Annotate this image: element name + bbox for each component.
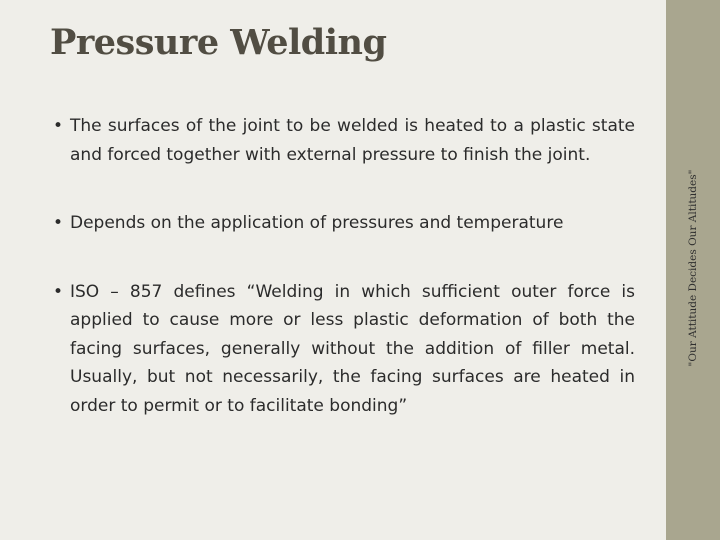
bullet-icon: •: [53, 281, 64, 302]
bullet-icon: •: [53, 116, 64, 136]
bullet-list: [50, 112, 635, 420]
slide-title: Pressure Welding: [50, 22, 387, 63]
bullet-item: [50, 278, 635, 421]
bullet-text: ISO – 857 defines “Welding in which sufficient outer force is applied to cause more or less plastic deformation of both the facing surfaces, generally without the addition of filler metal. Usually, but not necessarily, the facing surfaces are heated in order to permit or to facilitate bonding”: [70, 281, 635, 416]
sidebar-quote: "Our Attitude Decides Our Altitudes": [687, 169, 699, 367]
bullet-item: [50, 112, 635, 169]
bullet-text: Depends on the application of pressures and temperature: [70, 213, 564, 233]
bullet-text: The surfaces of the joint to be welded is heated to a plastic state and forced together with external pressure to finish the joint.: [70, 116, 635, 165]
bullet-icon: •: [53, 213, 64, 233]
bullet-item: [50, 209, 635, 238]
